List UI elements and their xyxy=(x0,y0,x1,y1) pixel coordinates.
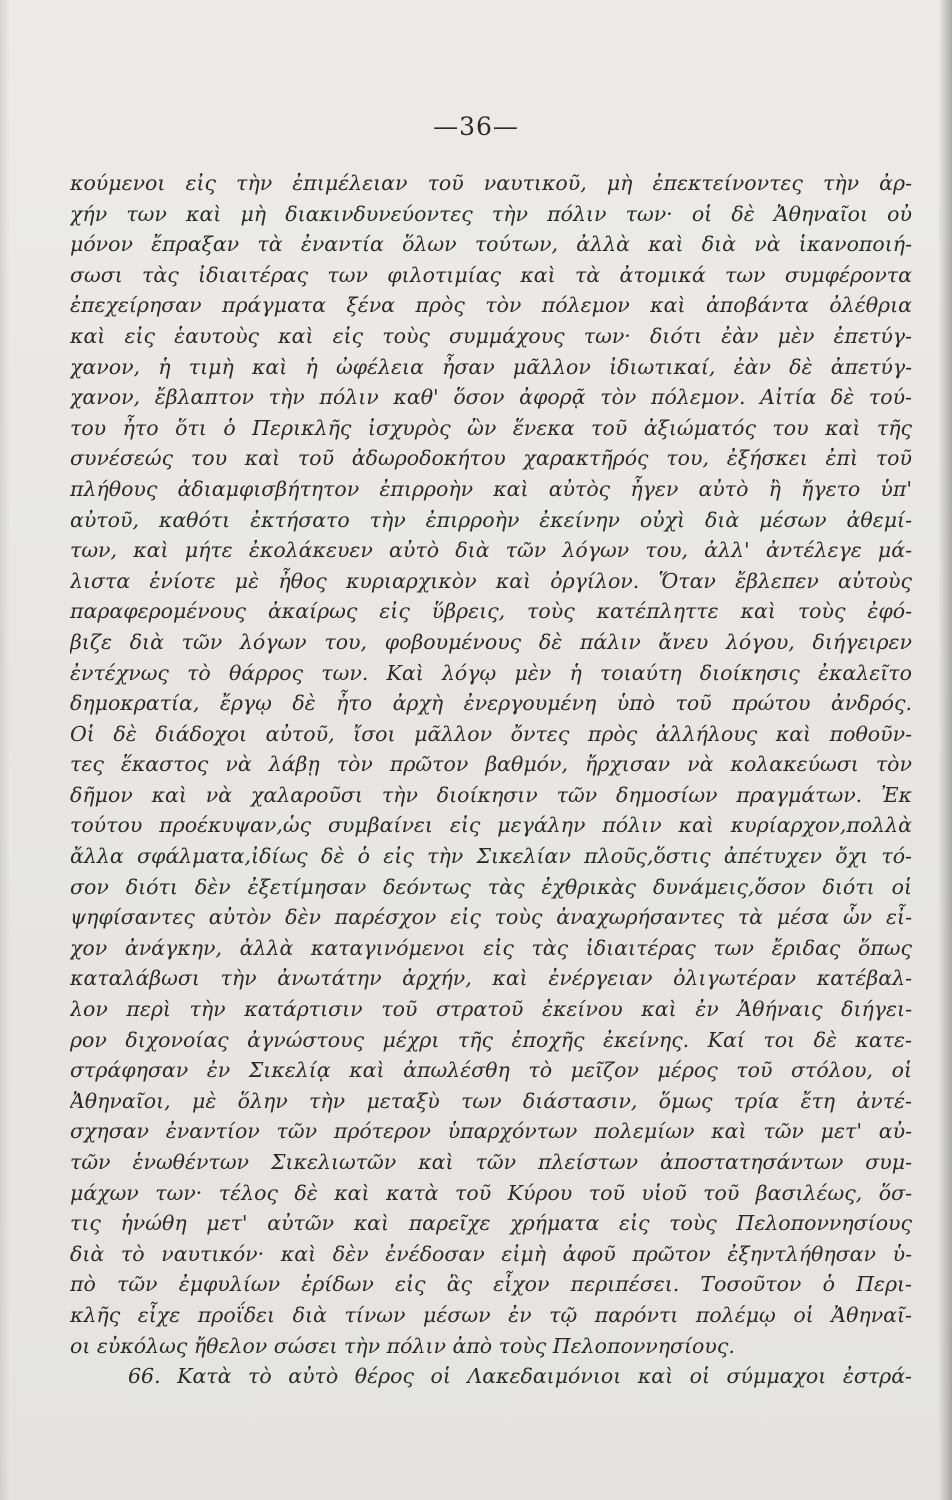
text-line: χανον, ἡ τιμὴ καὶ ἡ ὠφέλεια ἦσαν μᾶλλον ἰδιωτικαί, ἐὰν δὲ ἀπετύγ- xyxy=(70,354,912,379)
text-line: πὸ τῶν ἐμφυλίων ἐρίδων εἰς ἃς εἶχον περιπέσει. Τοσοῦτον ὁ Περι- xyxy=(70,1272,912,1297)
text-line: τις ἡνώθη μετ' αὐτῶν καὶ παρεῖχε χρήματα εἰς τοὺς Πελοποννησίους xyxy=(70,1211,912,1236)
text-line: ἄλλα σφάλματα,ἰδίως δὲ ὁ εἰς τὴν Σικελίαν πλοῦς,ὅστις ἀπέτυχεν ὄχι τό- xyxy=(70,844,912,869)
text-line: Οἱ δὲ διάδοχοι αὐτοῦ, ἴσοι μᾶλλον ὄντες πρὸς ἀλλήλους καὶ ποθοῦν- xyxy=(70,721,912,746)
text-line: μόνον ἔπραξαν τὰ ἐναντία ὅλων τούτων, ἀλλὰ καὶ διὰ νὰ ἱκανοποιή- xyxy=(70,232,912,257)
text-line: δημοκρατία, ἔργῳ δὲ ἦτο ἀρχὴ ἐνεργουμένη ὑπὸ τοῦ πρώτου ἀνδρός. xyxy=(70,691,912,716)
text-line: δῆμον καὶ νὰ χαλαροῦσι τὴν διοίκησιν τῶν δημοσίων πραγμάτων. Ἐκ xyxy=(70,782,912,807)
page-left-shadow xyxy=(0,0,10,1500)
text-line: τούτου προέκυψαν,ὡς συμβαίνει εἰς μεγάλην πόλιν καὶ κυρίαρχον,πολλὰ xyxy=(70,813,912,838)
text-line: χήν των καὶ μὴ διακινδυνεύοντες τὴν πόλιν των· οἱ δὲ Ἀθηναῖοι οὐ xyxy=(70,201,912,226)
body-text xyxy=(70,168,912,1392)
text-line: τῶν ἑνωθέντων Σικελιωτῶν καὶ τῶν πλείστων ἀποστατησάντων συμ- xyxy=(70,1150,912,1174)
text-line: μάχων των· τέλος δὲ καὶ κατὰ τοῦ Κύρου τοῦ υἱοῦ τοῦ βασιλέως, ὅσ- xyxy=(70,1180,912,1205)
text-line: σωσι τὰς ἰδιαιτέρας των φιλοτιμίας καὶ τὰ ἀτομικά των συμφέροντα xyxy=(70,262,912,287)
text-line: των, καὶ μήτε ἐκολάκευεν αὐτὸ διὰ τῶν λόγων του, ἀλλ' ἀντέλεγε μά- xyxy=(70,538,912,563)
text-line: χον ἀνάγκην, ἀλλὰ καταγινόμενοι εἰς τὰς ἰδιαιτέρας των ἔριδας ὅπως xyxy=(70,935,912,960)
text-line: χανον, ἔβλαπτον τὴν πόλιν καθ' ὅσον ἀφορᾷ τὸν πόλεμον. Αἰτία δὲ τού- xyxy=(70,385,912,410)
text-line: Ἀθηναῖοι, μὲ ὅλην τὴν μεταξὺ των διάστασιν, ὅμως τρία ἔτη ἀντέ- xyxy=(70,1088,912,1113)
text-line-paragraph-end: οι εὐκόλως ἤθελον σώσει τὴν πόλιν ἀπὸ τοὺς Πελοποννησίους. xyxy=(70,1333,735,1358)
text-line: ἐπεχείρησαν πράγματα ξένα πρὸς τὸν πόλεμον καὶ ἀποβάντα ὀλέθρια xyxy=(70,293,912,318)
text-line: ἐντέχνως τὸ θάρρος των. Καὶ λόγῳ μὲν ἡ τοιαύτη διοίκησις ἐκαλεῖτο xyxy=(70,660,912,685)
page-number: —36— xyxy=(433,112,519,141)
text-line: διὰ τὸ ναυτικόν· καὶ δὲν ἐνέδοσαν εἰμὴ ἀφοῦ πρῶτον ἐξηντλήθησαν ὑ- xyxy=(70,1241,912,1266)
text-line: αὐτοῦ, καθότι ἐκτήσατο τὴν ἐπιρροὴν ἐκείνην οὐχὶ διὰ μέσων ἀθεμί- xyxy=(70,507,912,532)
text-line: τες ἕκαστος νὰ λάβῃ τὸν πρῶτον βαθμόν, ἤρχισαν νὰ κολακεύωσι τὸν xyxy=(70,752,912,777)
text-line: ρον διχονοίας ἀγνώστους μέχρι τῆς ἐποχῆς ἐκείνης. Καί τοι δὲ κατε- xyxy=(70,1027,912,1052)
text-line: καὶ εἰς ἑαυτοὺς καὶ εἰς τοὺς συμμάχους των· διότι ἐὰν μὲν ἐπετύγ- xyxy=(70,323,912,348)
text-line: του ἦτο ὅτι ὁ Περικλῆς ἰσχυρὸς ὢν ἕνεκα τοῦ ἀξιώματός του καὶ τῆς xyxy=(70,415,912,440)
text-line: πλήθους ἀδιαμφισβήτητον ἐπιρροὴν καὶ αὐτὸς ἦγεν αὐτὸ ἢ ἤγετο ὑπ' xyxy=(70,476,912,501)
text-line: κούμενοι εἰς τὴν ἐπιμέλειαν τοῦ ναυτικοῦ, μὴ ἐπεκτείνοντες τὴν ἀρ- xyxy=(70,171,912,195)
text-line: σχησαν ἐναντίον τῶν πρότερον ὑπαρχόντων πολεμίων καὶ τῶν μετ' αὐ- xyxy=(70,1119,912,1144)
text-line: κλῆς εἶχε προΐδει διὰ τίνων μέσων ἐν τῷ παρόντι πολέμῳ οἱ Ἀθηναῖ- xyxy=(70,1302,912,1327)
text-line: παραφερομένους ἀκαίρως εἰς ὕβρεις, τοὺς κατέπληττε καὶ τοὺς ἐφό- xyxy=(70,599,912,624)
text-line: ψηφίσαντες αὐτὸν δὲν παρέσχον εἰς τοὺς ἀναχωρήσαντες τὰ μέσα ὧν εἶ- xyxy=(70,905,912,930)
text-line: καταλάβωσι τὴν ἀνωτάτην ἀρχήν, καὶ ἐνέργειαν ὀλιγωτέραν κατέβαλ- xyxy=(70,966,912,991)
text-line: λον περὶ τὴν κατάρτισιν τοῦ στρατοῦ ἐκείνου καὶ ἐν Ἀθήναις διήγει- xyxy=(70,997,912,1022)
text-line-section-66: 66. Κατὰ τὸ αὐτὸ θέρος οἱ Λακεδαιμόνιοι καὶ οἱ σύμμαχοι ἐστρά- xyxy=(128,1364,912,1389)
text-line: σον διότι δὲν ἐξετίμησαν δεόντως τὰς ἐχθρικὰς δυνάμεις,ὅσον διότι οἱ xyxy=(70,874,912,899)
text-line: λιστα ἐνίοτε μὲ ἦθος κυριαρχικὸν καὶ ὀργίλον. Ὅταν ἔβλεπεν αὐτοὺς xyxy=(70,568,912,593)
text-line: συνέσεώς του καὶ τοῦ ἀδωροδοκήτου χαρακτῆρός του, ἐξήσκει ἐπὶ τοῦ xyxy=(70,446,912,471)
page-right-shadow xyxy=(938,0,952,1500)
text-line: βιζε διὰ τῶν λόγων του, φοβουμένους δὲ πάλιν ἄνευ λόγου, διήγειρεν xyxy=(70,629,912,654)
text-line: στράφησαν ἐν Σικελίᾳ καὶ ἀπωλέσθη τὸ μεῖζον μέρος τοῦ στόλου, οἱ xyxy=(70,1058,912,1083)
